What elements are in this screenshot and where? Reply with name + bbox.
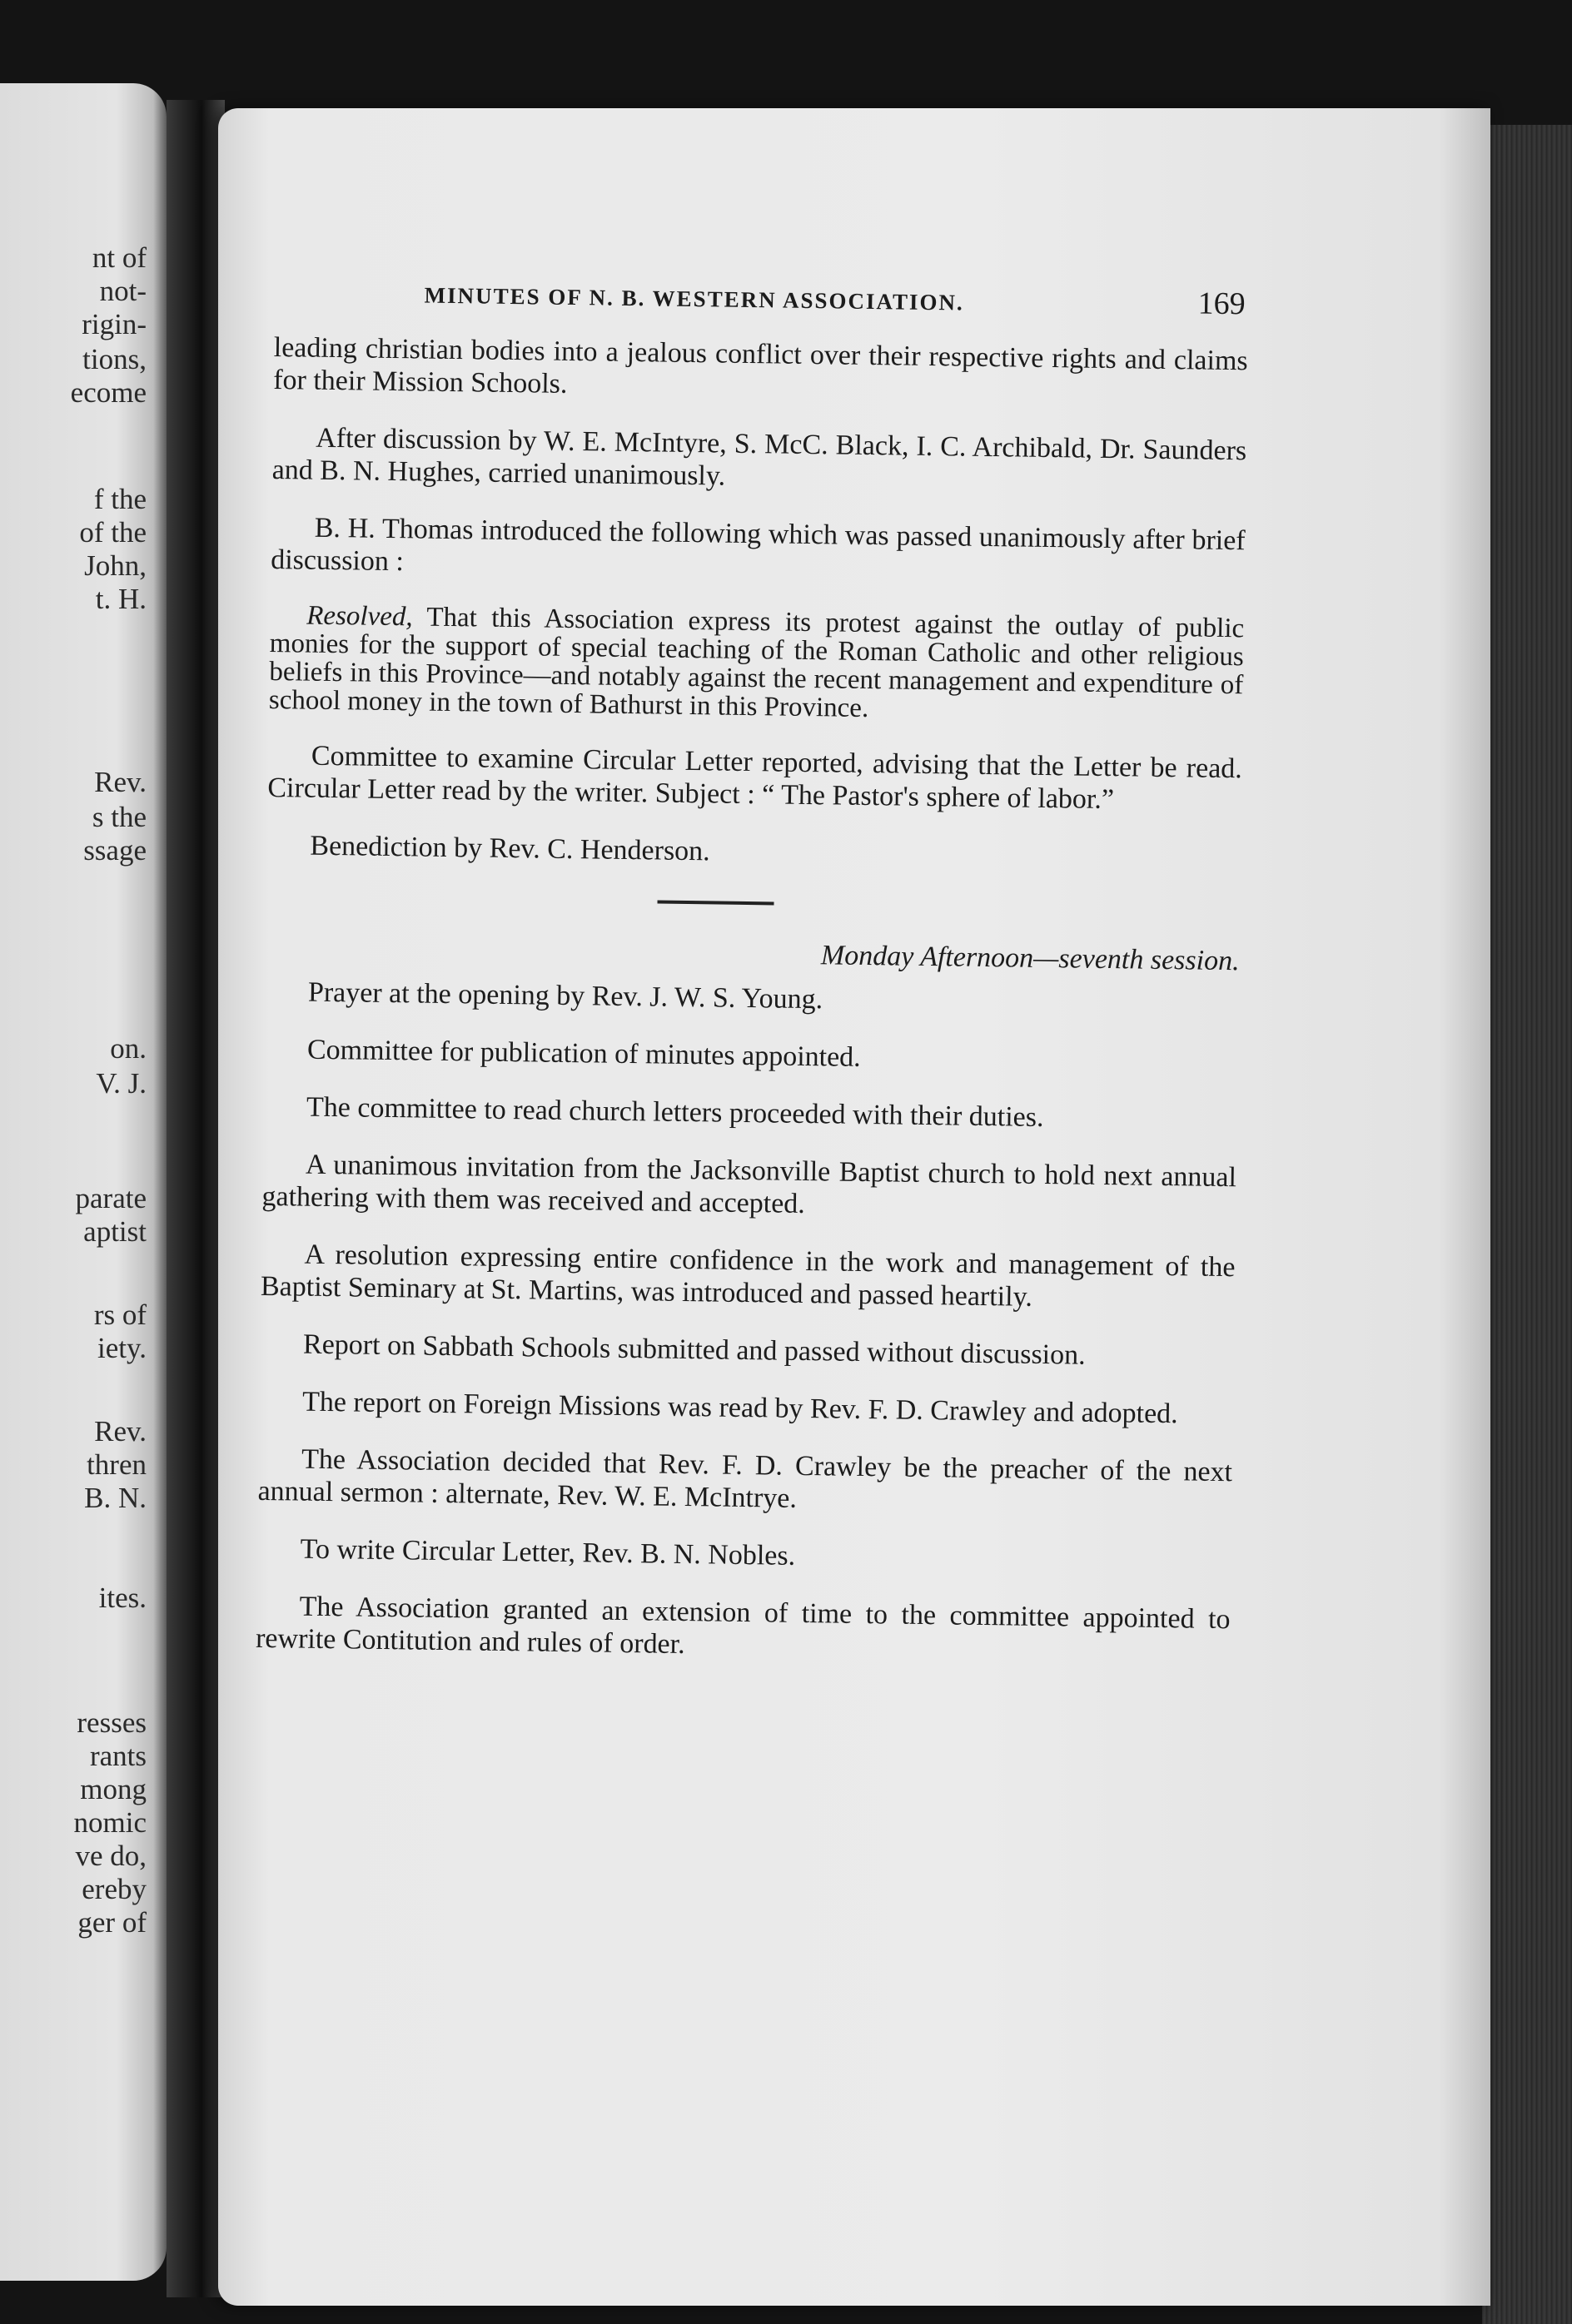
left-page-line: rants <box>89 1740 147 1772</box>
paragraph: leading christian bodies into a jealous conflict over their respective rights and claims for their Mission Schools. <box>272 331 1248 400</box>
paragraph: The report on Foreign Missions was read by Rev. F. D. Crawley and adopted. <box>301 1386 1178 1430</box>
left-page-line: V. J. <box>96 1067 147 1100</box>
left-page-line: ereby <box>82 1873 147 1905</box>
paragraph: Report on Sabbath Schools submitted and passed without discussion. <box>302 1328 1086 1371</box>
left-page-line: on. <box>110 1032 147 1065</box>
header-title: MINUTES OF N. B. WESTERN ASSOCIATION. <box>424 282 964 315</box>
paragraph: Committee to examine Circular Letter reported, advising that the Letter be read. Circular Letter read by the writer. Subject : “ The Pastor's sphere of labor.” <box>267 740 1243 816</box>
left-page-line: rs of <box>93 1299 147 1331</box>
left-page-line: ve do, <box>75 1840 147 1872</box>
left-page-line: ecome <box>70 376 147 409</box>
left-page-line: tions, <box>82 343 147 375</box>
left-page-line: iety. <box>97 1332 147 1364</box>
left-page-line: of the <box>79 516 147 549</box>
paragraph: To write Circular Letter, Rev. B. N. Nobles. <box>300 1533 796 1572</box>
page-edges <box>1482 125 1572 2324</box>
paragraph: Prayer at the opening by Rev. J. W. S. Young. <box>307 976 823 1016</box>
paragraph: The Association decided that Rev. F. D. Crawley be the preacher of the next annual sermon : alternate, Rev. W. E. McIntrye. <box>257 1443 1233 1514</box>
paragraph: The committee to read church letters proceeded with their duties. <box>306 1091 1044 1133</box>
left-page-line: ssage <box>83 834 147 867</box>
left-page-line: Rev. <box>94 1415 147 1448</box>
left-page-line: f the <box>93 483 147 515</box>
resolution-lead: Resolved, <box>306 600 413 633</box>
section-divider <box>657 900 774 905</box>
paragraph: A resolution expressing entire confidence in the work and management of the Baptist Seminary at St. Martins, was introduced and passed heartily. <box>260 1239 1236 1313</box>
paragraph: Benediction by Rev. C. Henderson. <box>310 830 710 867</box>
left-page-line: nt of <box>92 241 147 274</box>
page-content <box>255 275 1248 1693</box>
left-page-line: parate <box>75 1182 147 1214</box>
book-gutter <box>167 100 225 2297</box>
left-page-line: ites. <box>98 1582 147 1614</box>
left-page-line: s the <box>92 801 147 833</box>
paragraph: B. H. Thomas introduced the following which was passed unanimously after brief discussion : <box>270 512 1246 578</box>
left-page-line: ger of <box>77 1906 147 1939</box>
left-page-line: aptist <box>83 1215 147 1248</box>
left-page-line: nomic <box>73 1806 147 1839</box>
left-page-line: resses <box>77 1706 147 1739</box>
left-page-line: rigin- <box>82 308 147 340</box>
left-facing-page <box>0 83 167 2281</box>
paragraph: The Association granted an extension of time to the committee appointed to rewrite Contitution and rules of order. <box>255 1591 1231 1661</box>
left-page-line: mong <box>80 1773 147 1805</box>
resolution-paragraph <box>269 601 1245 727</box>
left-page-line: t. H. <box>95 583 147 615</box>
left-page-line: thren <box>87 1448 147 1481</box>
paragraph: A unanimous invitation from the Jacksonville Baptist church to hold next annual gathering with them was received and accepted. <box>261 1149 1237 1219</box>
paragraph: Committee for publication of minutes appointed. <box>306 1034 861 1073</box>
left-page-line: John, <box>84 549 147 582</box>
session-heading: Monday Afternoon—seventh session. <box>820 940 1240 977</box>
page-number: 169 <box>1197 286 1246 322</box>
left-page-line: B. N. <box>84 1482 147 1514</box>
left-page-line: not- <box>99 275 147 307</box>
paragraph: After discussion by W. E. McIntyre, S. McC. Black, I. C. Archibald, Dr. Saunders and B. N. Hughes, carried unanimously. <box>271 422 1247 492</box>
resolution-text: That this Association express its protest against the outlay of public monies for the support of special teaching of the Roman Catholic and other religious beliefs in this Province—and notably against the recent management and expenditure of school money in the town of Bathurst in this Province. <box>268 602 1245 724</box>
left-page-line: Rev. <box>94 766 147 798</box>
